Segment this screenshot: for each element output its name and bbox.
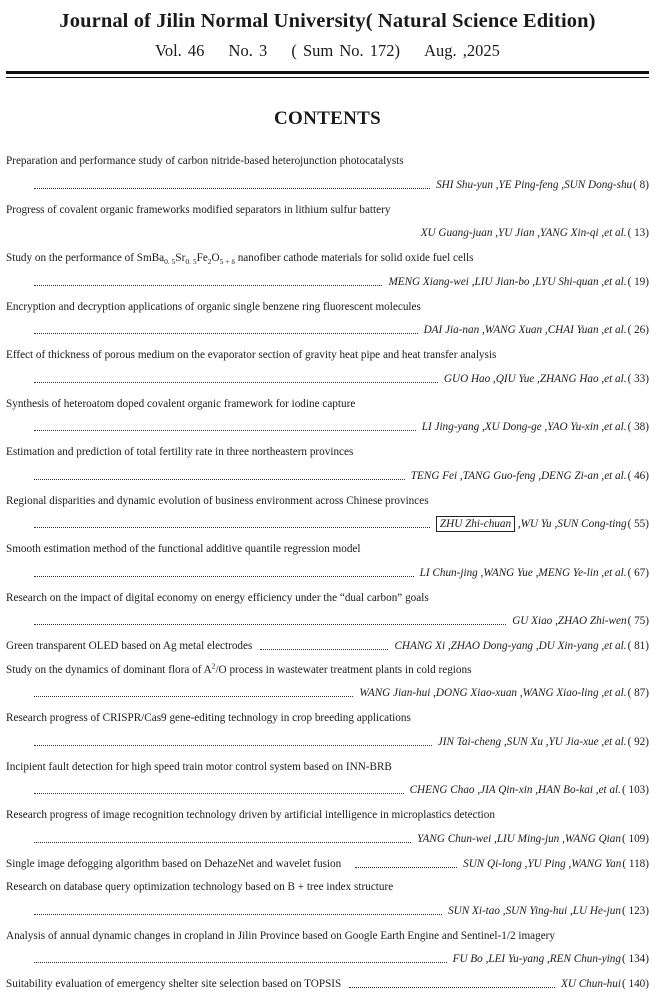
dot-leader — [34, 518, 430, 528]
number: No. 3 — [228, 41, 268, 60]
article-authors: TENG Fei ,TANG Guo-feng ,DENG Zi-an ,et al. — [410, 469, 627, 482]
toc-entry[interactable] — [6, 640, 649, 664]
article-page: ( 123) — [621, 904, 649, 917]
article-page: ( 109) — [621, 832, 649, 845]
article-title[interactable]: Research on database query optimization technology based on B + tree index structure — [6, 881, 394, 893]
article-authors: ZHU Zhi-chuan ,WU Yu ,SUN Cong-ting — [436, 518, 627, 531]
article-page: ( 134) — [621, 953, 649, 965]
article-authors: SUN Qi-long ,YU Ping ,WANG Yan — [463, 857, 622, 870]
toc-entry[interactable] — [6, 978, 649, 1002]
table-of-contents — [6, 155, 649, 1002]
toc-entry[interactable] — [6, 155, 649, 204]
article-authors: CHANG Xi ,ZHAO Dong-yang ,DU Xin-yang ,et al. — [394, 640, 627, 652]
article-title[interactable]: Progress of covalent organic frameworks modified separators in lithium sulfur battery — [6, 203, 391, 216]
article-authors: SUN Xi-tao ,SUN Ying-hui ,LU He-jun — [448, 904, 621, 917]
dot-leader — [34, 736, 432, 746]
article-title[interactable]: Research progress of CRISPR/Cas9 gene-editing technology in crop breeding applications — [6, 712, 411, 724]
article-title[interactable]: Research on the impact of digital economy on energy efficiency under the “dual carbon” goals — [6, 591, 429, 604]
article-authors: SHI Shu-yun ,YE Ping-feng ,SUN Dong-shu — [436, 178, 633, 191]
header-rule-thick — [6, 71, 649, 74]
article-authors: GU Xiao ,ZHAO Zhi-wen — [512, 615, 627, 627]
article-page: ( 46) — [627, 469, 649, 482]
article-authors: DAI Jia-nan ,WANG Xuan ,CHAI Yuan ,et al. — [423, 324, 627, 336]
header-rule-thin — [6, 77, 649, 78]
dot-leader — [355, 858, 457, 868]
toc-entry[interactable] — [6, 543, 649, 592]
issue-line — [0, 41, 655, 61]
dot-leader — [34, 179, 430, 189]
article-title[interactable]: Estimation and prediction of total fertility rate in three northeastern provinces — [6, 446, 354, 458]
article-title[interactable]: Research progress of image recognition technology driven by artificial intelligence in microplastics detection — [6, 809, 495, 821]
issue-date: Aug. ,2025 — [424, 41, 500, 60]
dot-leader — [34, 373, 438, 383]
journal-title — [0, 10, 655, 33]
toc-entry[interactable] — [6, 858, 649, 882]
volume: Vol. 46 — [155, 41, 205, 60]
article-page: ( 67) — [627, 566, 649, 579]
toc-entry[interactable] — [6, 761, 649, 810]
article-title[interactable]: Study on the dynamics of dominant flora of $A^2/O$ process in wastewater treatment plants in cold regions — [6, 660, 472, 676]
article-title[interactable]: Study on the performance of $SmBa_{0. 5}Sr_{0. 5}Fe_2O_{5 + \delta}$ nanofiber cathode materials for solid oxide fuel cells — [6, 252, 474, 267]
article-authors: MENG Xiang-wei ,LIU Jian-bo ,LYU Shi-quan ,et al. — [388, 275, 627, 288]
article-page: ( 55) — [627, 518, 649, 530]
article-title[interactable]: Synthesis of heteroatom doped covalent organic framework for iodine capture — [6, 397, 356, 410]
dot-leader — [34, 276, 382, 286]
article-authors: XU Chun-hui — [560, 978, 621, 990]
dot-leader — [34, 615, 506, 625]
dot-leader — [34, 905, 442, 915]
dot-leader — [34, 324, 418, 334]
dot-leader — [34, 784, 404, 794]
article-page: ( 75) — [627, 615, 649, 627]
article-authors: LI Chun-jing ,WANG Yue ,MENG Ye-lin ,et al. — [419, 566, 627, 579]
toc-entry[interactable] — [6, 712, 649, 761]
toc-entry[interactable] — [6, 349, 649, 398]
dot-leader — [34, 687, 353, 697]
dot-leader — [34, 227, 415, 236]
toc-entry[interactable] — [6, 660, 649, 713]
journal-name: Journal of Jilin Normal University — [59, 10, 366, 32]
article-page: ( 81) — [627, 640, 649, 652]
article-authors: FU Bo ,LEI Yu-yang ,REN Chun-ying — [452, 953, 621, 965]
article-page: ( 87) — [627, 687, 649, 699]
highlighted-author: ZHU Zhi-chuan — [436, 516, 515, 532]
article-title[interactable]: Analysis of annual dynamic changes in cropland in Jilin Province based on Google Earth Engine and Sentinel-1/2 imagery — [6, 929, 555, 942]
toc-entry[interactable] — [6, 398, 649, 447]
article-title[interactable]: Single image defogging algorithm based on DehazeNet and wavelet fusion — [6, 857, 342, 870]
article-title[interactable]: Preparation and performance study of carbon nitride-based heterojunction photocatalysts — [6, 155, 404, 167]
article-title[interactable]: Encryption and decryption applications of organic single benzene ring fluorescent molecules — [6, 300, 421, 313]
article-authors: WANG Jian-hui ,DONG Xiao-xuan ,WANG Xiao-ling ,et al. — [359, 687, 627, 699]
article-page: ( 19) — [627, 275, 649, 288]
article-title[interactable]: Incipient fault detection for high speed train motor control system based on INN-BRB — [6, 760, 392, 773]
toc-entry[interactable] — [6, 495, 649, 544]
article-title[interactable]: Regional disparities and dynamic evolution of business environment across Chinese provinces — [6, 494, 429, 507]
toc-entry[interactable] — [6, 592, 649, 641]
toc-entry[interactable] — [6, 252, 649, 301]
toc-entry[interactable] — [6, 204, 649, 253]
article-authors: XU Guang-juan ,YU Jian ,YANG Xin-qi ,et al. — [420, 227, 627, 239]
contents-heading: CONTENTS — [274, 108, 381, 129]
article-page: ( 26) — [627, 324, 649, 336]
dot-leader — [349, 978, 555, 988]
article-page: ( 38) — [627, 421, 649, 433]
sum-number: ( Sum No. 172) — [291, 41, 401, 60]
article-title[interactable]: Green transparent OLED based on Ag metal electrodes — [6, 640, 253, 652]
article-title[interactable]: Suitability evaluation of emergency shelter site selection based on TOPSIS — [6, 978, 342, 990]
article-authors: LI Jing-yang ,XU Dong-ge ,YAO Yu-xin ,et al. — [421, 421, 627, 433]
article-authors: CHENG Chao ,JIA Qin-xin ,HAN Bo-kai ,et al. — [409, 784, 621, 796]
dot-leader — [34, 953, 447, 963]
article-authors: YANG Chun-wei ,LIU Ming-jun ,WANG Qian — [417, 832, 621, 845]
article-page: ( 92) — [627, 735, 649, 748]
article-title[interactable]: Smooth estimation method of the functional additive quantile regression model — [6, 543, 361, 555]
toc-entry[interactable] — [6, 301, 649, 350]
toc-entry[interactable] — [6, 446, 649, 495]
article-title[interactable]: Effect of thickness of porous medium on the evaporator section of gravity heat pipe and heat transfer analysis — [6, 349, 497, 361]
dot-leader — [260, 640, 388, 650]
article-page: ( 13) — [627, 227, 649, 239]
article-page: ( 118) — [622, 857, 649, 870]
toc-entry[interactable] — [6, 930, 649, 979]
article-page: ( 103) — [621, 784, 649, 796]
toc-entry[interactable] — [6, 881, 649, 930]
journal-edition: ( Natural Science Edition) — [365, 10, 596, 32]
article-page: ( 140) — [621, 978, 649, 990]
article-authors: JIN Tai-cheng ,SUN Xu ,YU Jia-xue ,et al. — [437, 735, 627, 748]
dot-leader — [34, 833, 411, 843]
article-page: ( 33) — [627, 372, 649, 385]
dot-leader — [34, 421, 416, 431]
toc-entry[interactable] — [6, 809, 649, 858]
article-authors: GUO Hao ,QIU Yue ,ZHANG Hao ,et al. — [443, 372, 627, 385]
dot-leader — [34, 470, 405, 480]
dot-leader — [34, 567, 414, 577]
article-page: ( 8) — [633, 178, 649, 191]
